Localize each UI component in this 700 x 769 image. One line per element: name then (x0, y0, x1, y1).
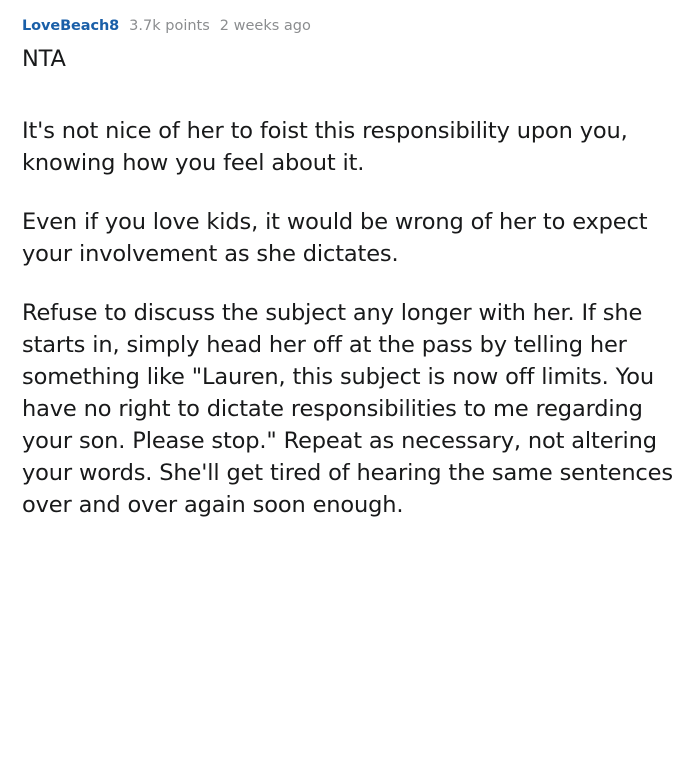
comment-body (22, 44, 678, 521)
comment-paragraph: Refuse to discuss the subject any longer with her. If she starts in, simply head her off at the pass by telling her something like "Lauren, this subject is now off limits. You have no right to dictate responsibilities to me regarding your son. Please stop." Repeat as necessary, not altering your words. She'll get tired of hearing the same sentences over and over again soon enough. (22, 300, 673, 518)
comment-paragraph: It's not nice of her to foist this responsibility upon you, knowing how you feel about it. (22, 118, 628, 177)
comment-author[interactable]: LoveBeach8 (22, 18, 120, 34)
comment-paragraph-verdict: NTA (22, 46, 66, 73)
comment-timestamp: 2 weeks ago (219, 18, 311, 34)
comment-paragraph: Even if you love kids, it would be wrong of her to expect your involvement as she dictates. (22, 209, 648, 268)
comment-points: 3.7k points (129, 18, 210, 34)
comment-meta (22, 18, 678, 35)
